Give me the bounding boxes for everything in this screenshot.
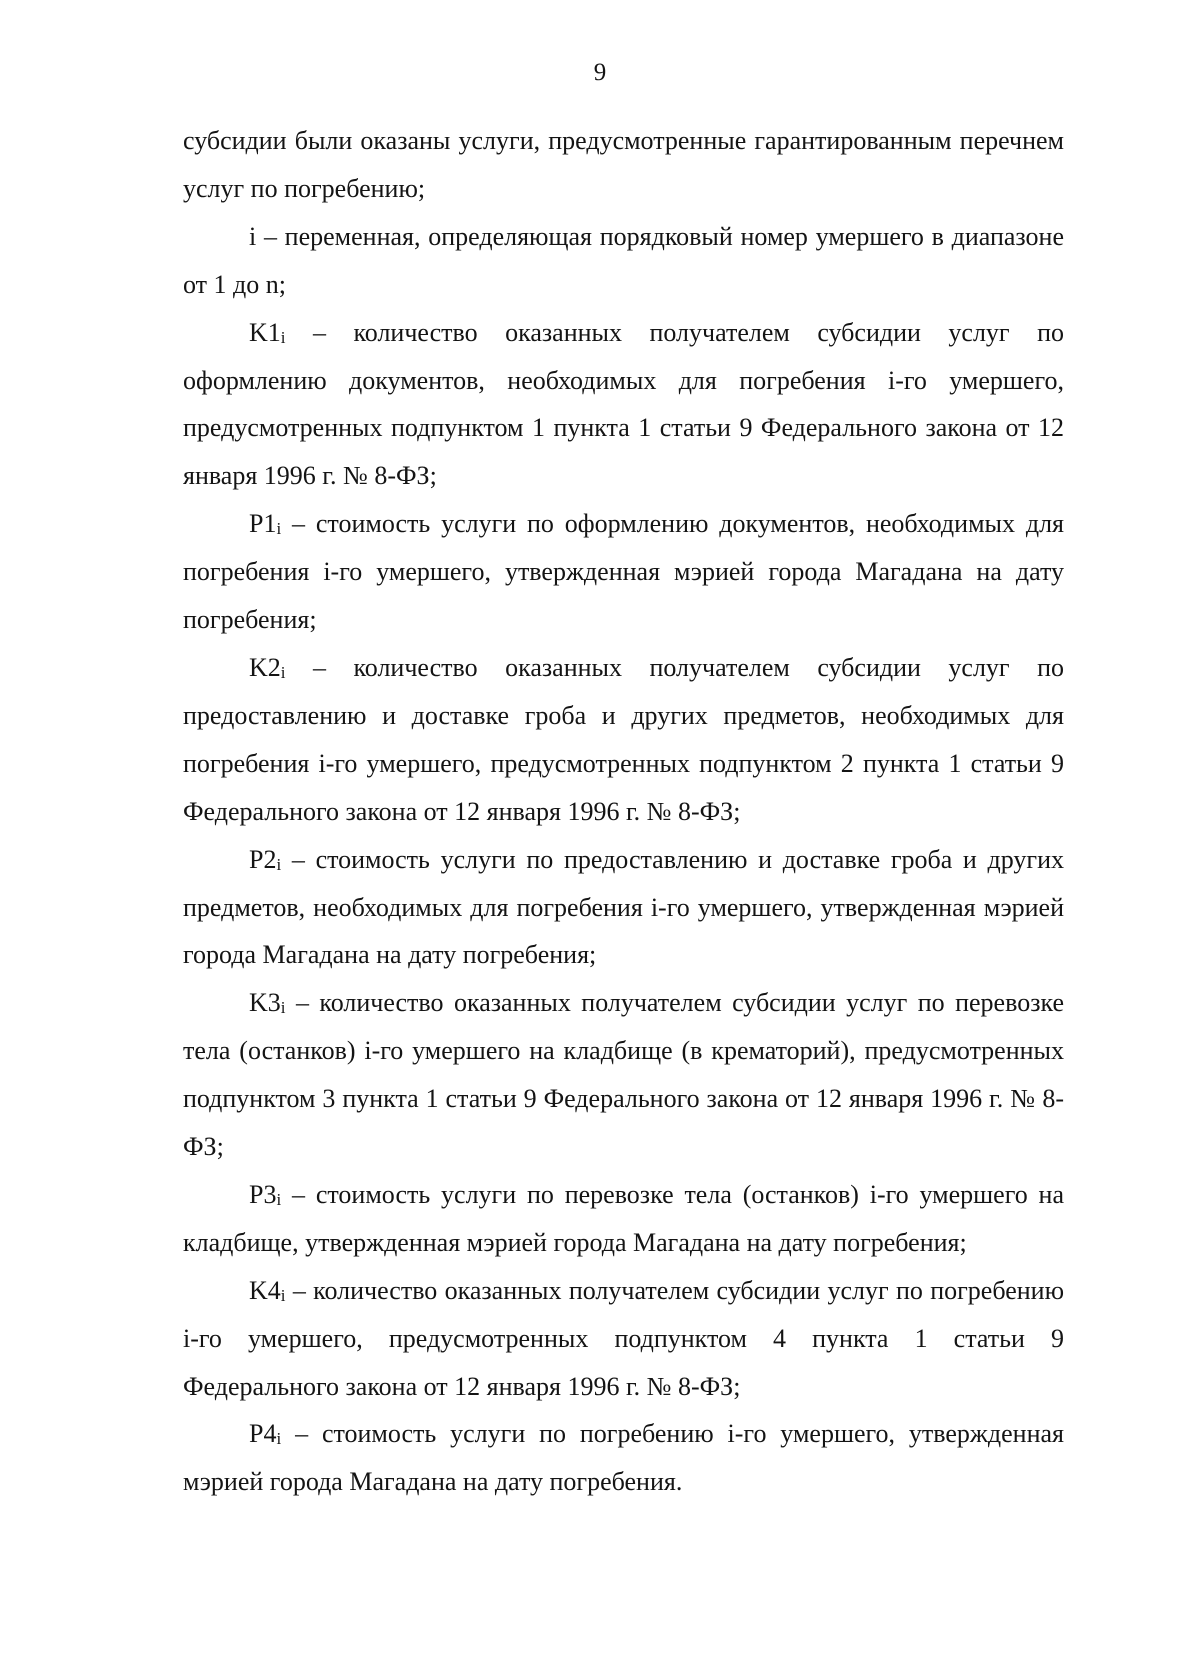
paragraph-text: – стоимость услуги по предоставлению и доставке гроба и других предметов, необходимых для погребения i-го умершего, утвержденная мэрией города Магадана на дату погребения; — [183, 844, 1064, 970]
paragraph-text: i – переменная, определяющая порядковый номер умершего в диапазоне от 1 до n; — [183, 221, 1064, 299]
variable-subscript: i — [276, 1189, 282, 1209]
paragraph-text: – стоимость услуги по оформлению документов, необходимых для погребения i-го умершего, утвержденная мэрией города Магадана на дату погребения; — [183, 509, 1064, 635]
variable-symbol: K2 — [249, 652, 281, 682]
paragraph-text: – количество оказанных получателем субсидии услуг по предоставлению и доставке гроба и других предметов, необходимых для погребения i-го умершего, предусмотренных подпунктом 2 пункта 1 статьи 9 Федерального закона от 12 января 1996 г. № 8-ФЗ; — [183, 652, 1064, 826]
paragraph-text: субсидии были оказаны услуги, предусмотренные гарантированным перечнем услуг по погребению; — [183, 126, 1064, 203]
paragraph-variable-k2 — [183, 644, 1064, 836]
paragraph-text: – количество оказанных получателем субсидии услуг по оформлению документов, необходимых для погребения i-го умершего, предусмотренных подпунктом 1 пункта 1 статьи 9 Федерального закона от 12 января 1996 г. № 8-ФЗ; — [183, 317, 1064, 491]
document-body — [183, 117, 1064, 1506]
variable-symbol: K1 — [249, 317, 281, 347]
paragraph-text: – стоимость услуги по перевозке тела (останков) i-го умершего на кладбище, утвержденная мэрией города Магадана на дату погребения; — [183, 1179, 1064, 1257]
variable-symbol: P1 — [249, 509, 277, 539]
paragraph-variable-k1 — [183, 309, 1064, 501]
paragraph-text: – количество оказанных получателем субсидии услуг по погребению i-го умершего, предусмотренных подпунктом 4 пункта 1 статьи 9 Федерального закона от 12 января 1996 г. № 8-ФЗ; — [183, 1275, 1064, 1401]
variable-subscript: i — [276, 854, 282, 874]
variable-symbol: P4 — [249, 1419, 277, 1449]
variable-subscript: i — [280, 327, 286, 347]
variable-subscript: i — [280, 998, 286, 1018]
paragraph-variable-i — [183, 213, 1064, 309]
paragraph-variable-p3 — [183, 1171, 1064, 1267]
paragraph-text: – количество оказанных получателем субсидии услуг по перевозке тела (останков) i-го умершего на кладбище (в крематорий), предусмотренных подпунктом 3 пункта 1 статьи 9 Федерального закона от 12 января 1996 г. № 8-ФЗ; — [183, 988, 1064, 1162]
variable-symbol: P3 — [249, 1179, 277, 1209]
variable-subscript: i — [280, 662, 286, 682]
paragraph-variable-k4 — [183, 1267, 1064, 1411]
paragraph-variable-p2 — [183, 836, 1064, 980]
variable-symbol: P2 — [249, 844, 277, 874]
page-number: 9 — [593, 59, 607, 86]
variable-symbol: K4 — [249, 1275, 281, 1305]
paragraph-variable-p1 — [183, 500, 1064, 644]
variable-subscript: i — [276, 519, 282, 539]
paragraph-variable-k3 — [183, 979, 1064, 1171]
paragraph-variable-p4 — [183, 1410, 1064, 1506]
variable-subscript: i — [276, 1429, 282, 1449]
variable-symbol: K3 — [249, 988, 281, 1018]
paragraph-continuation — [183, 117, 1064, 213]
paragraph-text: – стоимость услуги по погребению i-го умершего, утвержденная мэрией города Магадана на дату погребения. — [183, 1419, 1064, 1497]
variable-subscript: i — [280, 1285, 286, 1305]
